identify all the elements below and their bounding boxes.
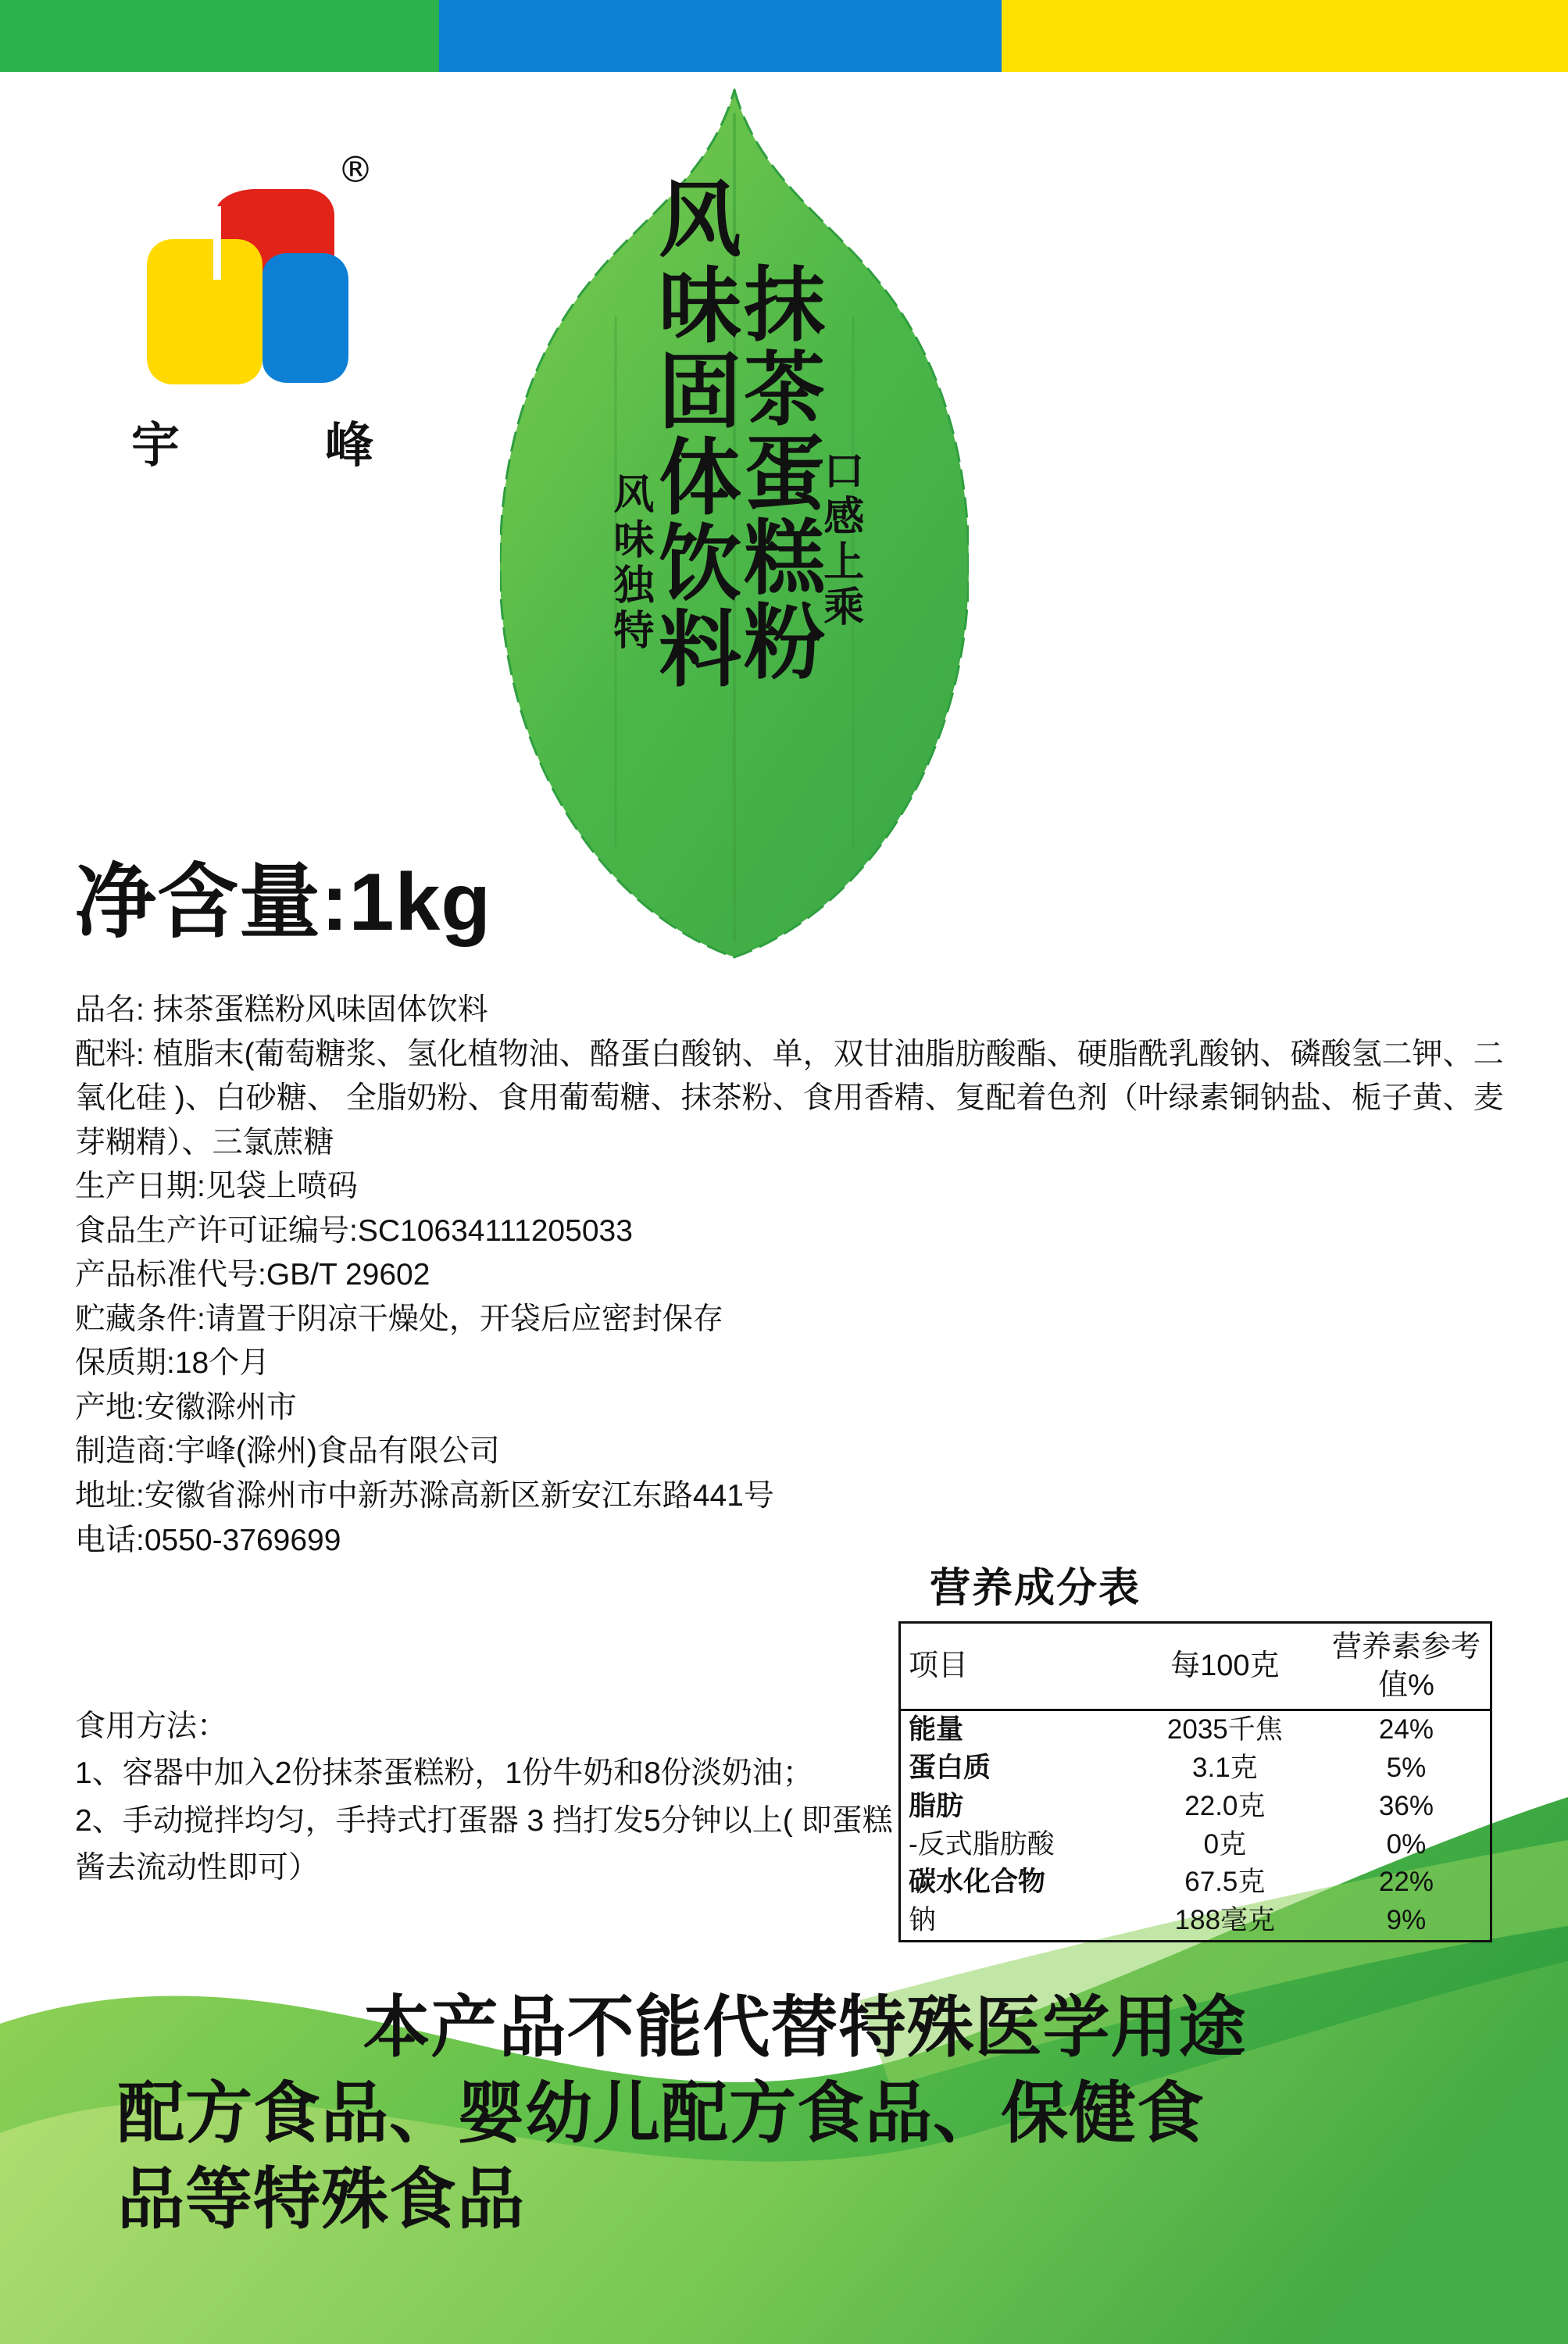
nutrition-row-value: 3.1克	[1192, 1753, 1258, 1784]
brand-logo-wordmark	[131, 406, 373, 476]
nutrition-facts	[898, 1555, 1516, 1942]
nutrition-row-name: 能量	[909, 1714, 964, 1745]
top-bar-green	[0, 0, 439, 72]
info-license-number: 食品生产许可证编号:SC10634111205033	[75, 1213, 633, 1248]
info-shelf-life: 保质期:18个月	[75, 1346, 270, 1381]
info-product-name: 品名: 抹茶蛋糕粉风味固体饮料	[75, 993, 488, 1027]
nutrition-row-value: 67.5克	[1184, 1867, 1266, 1898]
net-weight: 净含量:1kg	[75, 857, 491, 948]
nutrition-row-name: 蛋白质	[909, 1753, 991, 1784]
nutrition-row-nrv: 36%	[1378, 1790, 1434, 1821]
top-bar-blue	[439, 0, 1002, 72]
nutrition-row-name: 脂肪	[909, 1790, 964, 1821]
nutrition-row-name: 钠	[909, 1905, 937, 1936]
nutrition-row-value: 2035千焦	[1166, 1714, 1283, 1745]
info-storage-conditions: 贮藏条件:请置于阴凉干燥处，开袋后应密封保存	[75, 1302, 723, 1336]
usage-step-1: 1、容器中加入2份抹茶蛋糕粉，1份牛奶和8份淡奶油；	[75, 1756, 813, 1791]
info-manufacturer: 制造商:宇峰(滁州)食品有限公司	[75, 1435, 500, 1469]
table-row	[900, 1749, 1491, 1788]
nutrition-header-item: 项目	[900, 1623, 1127, 1710]
nutrition-row-name: 碳水化合物	[909, 1867, 1046, 1898]
product-info-block	[75, 988, 1504, 1563]
top-bar-gap	[0, 72, 1568, 83]
tagline-right: 风味独特	[606, 473, 652, 654]
warning-line-2: 配方食品、婴幼儿配方食品、保健食	[117, 2076, 1205, 2152]
nutrition-row-nrv: 5%	[1386, 1753, 1427, 1784]
brand-char-left: 宇	[131, 419, 180, 473]
table-row	[900, 1788, 1491, 1826]
info-standard-code: 产品标准代号:GB/T 29602	[75, 1258, 430, 1292]
warning-statement	[117, 1985, 1492, 2242]
top-bar-yellow	[1002, 0, 1568, 72]
table-row	[900, 1902, 1491, 1941]
usage-step-2: 2、手动搅拌均匀，手持式打蛋器 3 挡打发5分钟以上( 即蛋糕酱去流动性即可）	[75, 1803, 893, 1885]
front-title-group	[500, 82, 969, 965]
product-subtitle: 抹茶蛋糕粉	[731, 262, 823, 684]
info-production-date: 生产日期:见袋上喷码	[75, 1170, 358, 1204]
nutrition-header-per100g: 每100克	[1127, 1623, 1323, 1710]
product-title: 风味固体饮料	[647, 176, 740, 691]
info-phone: 电话:0550-3769699	[75, 1523, 341, 1557]
nutrition-row-value: 22.0克	[1184, 1790, 1266, 1821]
nutrition-row-nrv: 24%	[1378, 1714, 1434, 1745]
brand-char-right: 峰	[324, 419, 373, 473]
brand-logo	[117, 148, 391, 473]
nutrition-row-nrv: 9%	[1386, 1905, 1427, 1936]
info-address: 地址:安徽省滁州市中新苏滁高新区新安江东路441号	[75, 1479, 774, 1513]
cube-logo-icon	[125, 178, 367, 420]
registered-mark-icon: ®	[338, 148, 373, 191]
table-row	[900, 1826, 1491, 1864]
table-row	[900, 1710, 1491, 1749]
nutrition-header-row	[900, 1623, 1491, 1710]
cube-logo-svg	[125, 178, 367, 420]
nutrition-row-nrv: 22%	[1378, 1867, 1434, 1898]
usage-heading: 食用方法：	[75, 1710, 228, 1743]
nutrition-row-name: -反式脂肪酸	[909, 1828, 1055, 1860]
nutrition-table	[898, 1621, 1492, 1942]
table-row	[900, 1863, 1491, 1902]
tagline-left: 口感上乘	[816, 449, 863, 631]
info-ingredients: 配料: 植脂末(葡萄糖浆、氢化植物油、酪蛋白酸钠、单，双甘油脂肪酸酯、硬脂酰乳酸钠、磷酸氢二钾、二氧化硅 )、白砂糖、 全脂奶粉、食用葡萄糖、抹茶粉、食用香精、复配着色剂（叶绿素铜钠盐、栀子黄、麦芽糊精）、三氯蔗糖	[75, 1037, 1504, 1159]
nutrition-title: 营养成分表	[930, 1566, 1141, 1611]
nutrition-row-value: 0克	[1203, 1828, 1247, 1860]
warning-line-1: 本产品不能代替特殊医学用途	[363, 1990, 1247, 2065]
nutrition-header-nrv: 营养素参考值%	[1323, 1623, 1491, 1710]
nutrition-row-value: 188毫克	[1174, 1905, 1276, 1936]
top-color-bars	[0, 0, 1568, 72]
info-origin: 产地:安徽滁州市	[75, 1390, 297, 1424]
usage-block	[75, 1703, 903, 1892]
warning-line-3: 品等特殊食品	[117, 2162, 525, 2238]
nutrition-row-nrv: 0%	[1386, 1828, 1427, 1860]
leaf-graphic	[500, 82, 969, 965]
